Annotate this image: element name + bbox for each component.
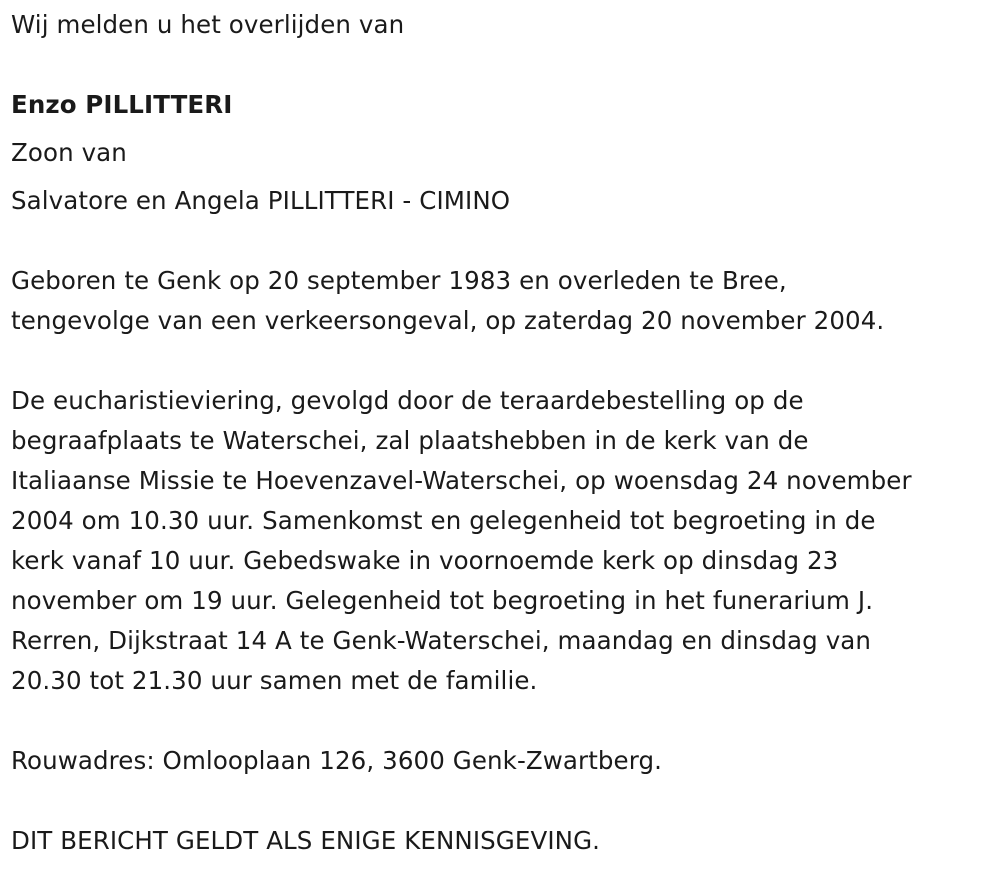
ceremony-line: 20.30 tot 21.30 uur samen met de familie. xyxy=(11,666,538,695)
birth-death-line: Geboren te Genk op 20 september 1983 en overleden te Bree, xyxy=(11,266,787,295)
ceremony-line: november om 19 uur. Gelegenheid tot begroeting in het funerarium J. xyxy=(11,586,874,615)
closing-statement: DIT BERICHT GELDT ALS ENIGE KENNISGEVING. xyxy=(11,826,601,855)
relation-text: Zoon van xyxy=(11,138,127,167)
ceremony-line: begraafplaats te Waterschei, zal plaatshebben in de kerk van de xyxy=(11,426,809,455)
ceremony-line: Rerren, Dijkstraat 14 A te Genk-Waterschei, maandag en dinsdag van xyxy=(11,626,872,655)
mourning-address: Rouwadres: Omlooplaan 126, 3600 Genk-Zwartberg. xyxy=(11,746,663,775)
ceremony-line: De eucharistieviering, gevolgd door de teraardebestelling op de xyxy=(11,386,804,415)
birth-death-line: tengevolge van een verkeersongeval, op zaterdag 20 november 2004. xyxy=(11,306,885,335)
intro-text: Wij melden u het overlijden van xyxy=(11,10,405,39)
ceremony-line: 2004 om 10.30 uur. Samenkomst en gelegenheid tot begroeting in de xyxy=(11,506,876,535)
ceremony-line: kerk vanaf 10 uur. Gebedswake in voornoemde kerk op dinsdag 23 xyxy=(11,546,839,575)
ceremony-line: Italiaanse Missie te Hoevenzavel-Waterschei, op woensdag 24 november xyxy=(11,466,912,495)
deceased-name: Enzo PILLITTERI xyxy=(11,90,233,119)
parents-names: Salvatore en Angela PILLITTERI - CIMINO xyxy=(11,186,511,215)
